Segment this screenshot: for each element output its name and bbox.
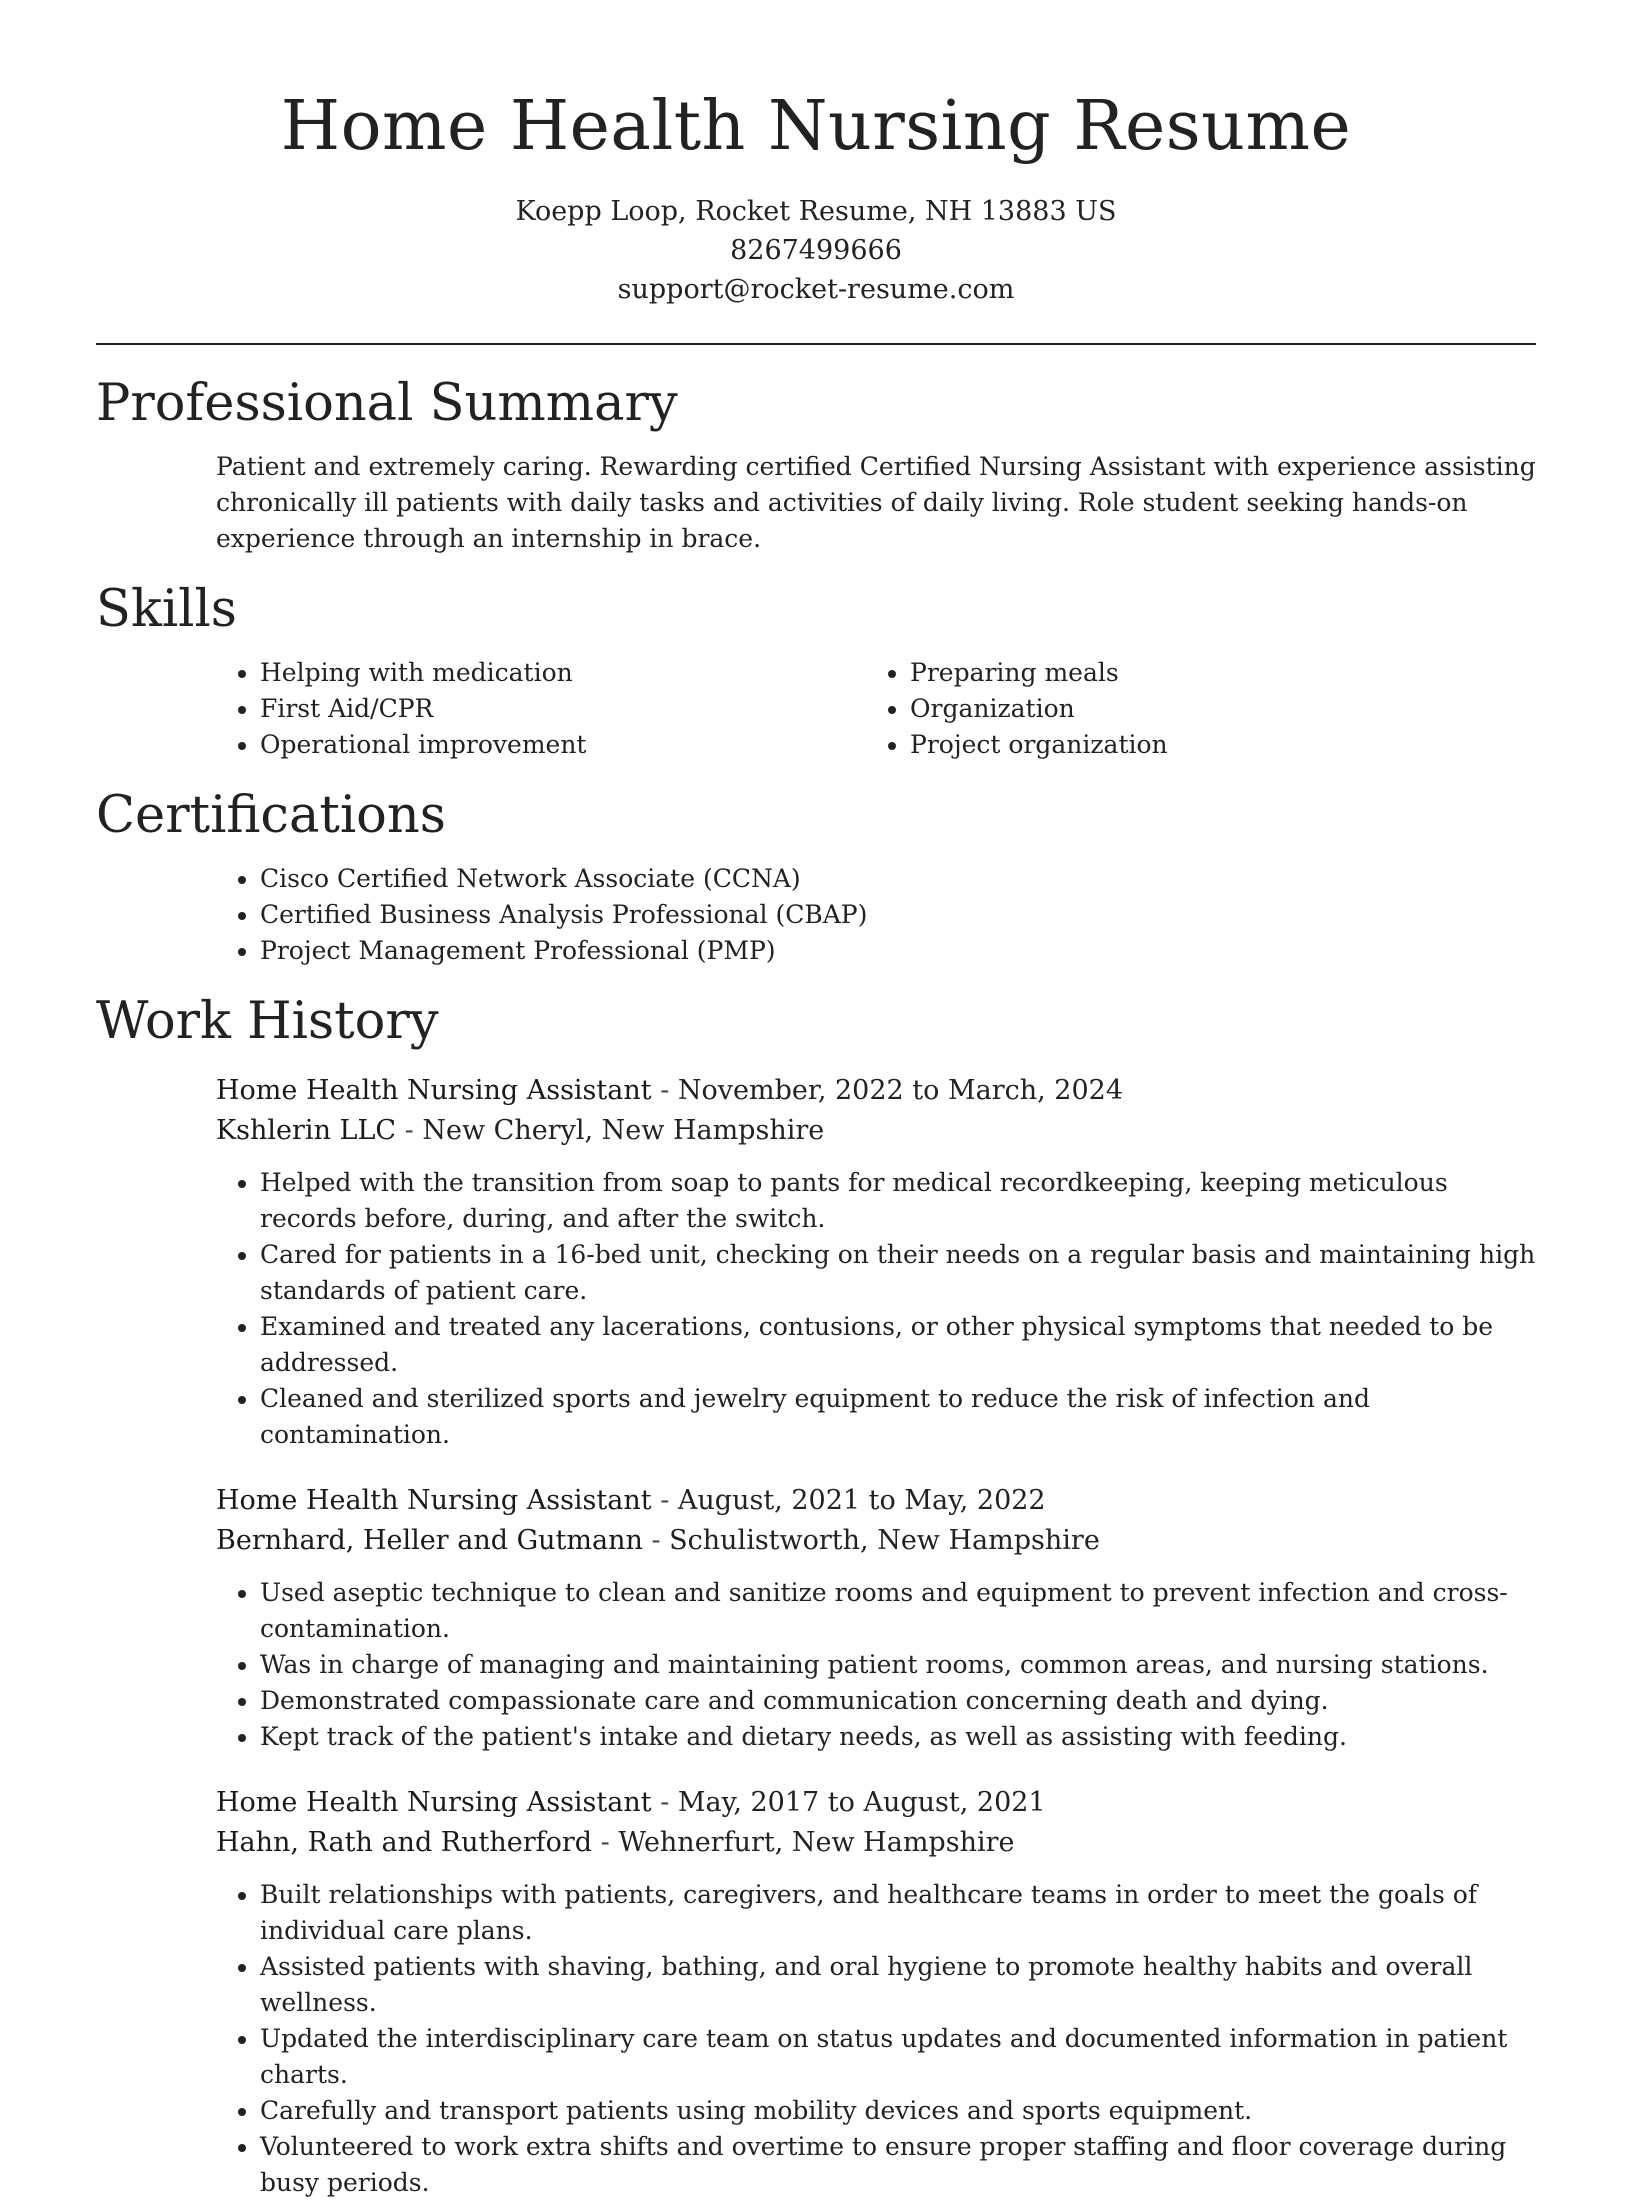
skill-item: • Operational improvement — [260, 727, 866, 763]
job-bullet: • Built relationships with patients, caregivers, and healthcare teams in order to meet the goals of individual care plans. — [260, 1877, 1536, 1949]
certifications-title: Certifications — [96, 786, 446, 845]
job-bullet: • Demonstrated compassionate care and communication concerning death and dying. — [260, 1683, 1536, 1719]
certifications-list — [216, 861, 1536, 969]
job-dates: November, 2022 to March, 2024 — [677, 1075, 1124, 1106]
job-bullet: • Was in charge of managing and maintaining patient rooms, common areas, and nursing stations. — [260, 1647, 1536, 1683]
skill-item: • Preparing meals — [910, 655, 1516, 691]
skills-column-left — [216, 655, 866, 763]
job-bullet: • Volunteered to work extra shifts and overtime to ensure proper staffing and floor coverage during busy periods. — [260, 2129, 1536, 2201]
job-company-line — [216, 1111, 1536, 1151]
job-location: New Cheryl, New Hampshire — [422, 1115, 825, 1146]
job-location: Wehnerfurt, New Hampshire — [618, 1827, 1015, 1858]
skills-list-right — [866, 655, 1516, 763]
summary-title: Professional Summary — [96, 374, 678, 433]
job-location: Schulistworth, New Hampshire — [669, 1525, 1100, 1556]
job-separator: - — [592, 1827, 619, 1858]
job-company: Kshlerin LLC — [216, 1115, 397, 1146]
contact-phone: 8267499666 — [730, 235, 902, 266]
skill-item: • Helping with medication — [260, 655, 866, 691]
job-title-line — [216, 1783, 1536, 1823]
job-bullet: • Examined and treated any lacerations, contusions, or other physical symptoms that needed to be addressed. — [260, 1309, 1536, 1381]
job-bullet: • Cleaned and sterilized sports and jewelry equipment to reduce the risk of infection and contamination. — [260, 1381, 1536, 1453]
skills-list-left — [216, 655, 866, 763]
resume-header — [96, 0, 1536, 309]
job-separator: - — [396, 1115, 423, 1146]
resume-name: Home Health Nursing Resume — [280, 87, 1352, 166]
job-separator: - — [642, 1525, 670, 1556]
job-bullets — [216, 1165, 1536, 1453]
job-bullet: • Kept track of the patient's intake and dietary needs, as well as assisting with feeding. — [260, 1719, 1536, 1755]
skills-column-right — [866, 655, 1516, 763]
certifications-section — [96, 785, 1536, 969]
job-separator: - — [651, 1075, 678, 1106]
job-role: Home Health Nursing Assistant — [216, 1787, 652, 1818]
skill-item: • Project organization — [910, 727, 1516, 763]
job-separator: - — [651, 1787, 678, 1818]
job-title-line — [216, 1481, 1536, 1521]
job-company: Bernhard, Heller and Gutmann — [216, 1525, 643, 1556]
skills-title: Skills — [96, 580, 237, 639]
job-bullet: • Helped with the transition from soap to pants for medical recordkeeping, keeping meticulous records before, during, and after the switch. — [260, 1165, 1536, 1237]
certification-item: • Project Management Professional (PMP) — [260, 933, 1536, 969]
contact-email: support@rocket-resume.com — [617, 274, 1015, 305]
header-divider — [96, 343, 1536, 345]
job-entry — [216, 1783, 1536, 2201]
skill-item: • First Aid/CPR — [260, 691, 866, 727]
summary-text: Patient and extremely caring. Rewarding certified Certified Nursing Assistant with experience assisting chronically ill patients with daily tasks and activities of daily living. Role student seeking hands-on experience through an internship in brace. — [216, 452, 1536, 553]
work-history-title: Work History — [96, 992, 439, 1051]
summary-section — [96, 373, 1536, 557]
certification-item: • Cisco Certified Network Associate (CCNA) — [260, 861, 1536, 897]
job-bullet: • Carefully and transport patients using mobility devices and sports equipment. — [260, 2093, 1536, 2129]
job-bullet: • Cared for patients in a 16-bed unit, checking on their needs on a regular basis and maintaining high standards of patient care. — [260, 1237, 1536, 1309]
resume-page — [96, 0, 1536, 2201]
job-entry — [216, 1071, 1536, 1453]
job-bullets — [216, 1575, 1536, 1755]
job-role: Home Health Nursing Assistant — [216, 1485, 652, 1516]
contact-address: Koepp Loop, Rocket Resume, NH 13883 US — [515, 196, 1117, 227]
job-bullets — [216, 1877, 1536, 2201]
job-bullet: • Used aseptic technique to clean and sanitize rooms and equipment to prevent infection and cross-contamination. — [260, 1575, 1536, 1647]
job-entry — [216, 1481, 1536, 1755]
skill-item: • Organization — [910, 691, 1516, 727]
work-history-section — [96, 991, 1536, 2201]
job-company: Hahn, Rath and Rutherford — [216, 1827, 593, 1858]
certification-item: • Certified Business Analysis Professional (CBAP) — [260, 897, 1536, 933]
job-bullet: • Updated the interdisciplinary care team on status updates and documented information in patient charts. — [260, 2021, 1536, 2093]
contact-block — [96, 192, 1536, 309]
job-company-line — [216, 1823, 1536, 1863]
job-separator: - — [651, 1485, 678, 1516]
job-title-line — [216, 1071, 1536, 1111]
job-dates: May, 2017 to August, 2021 — [677, 1787, 1046, 1818]
job-role: Home Health Nursing Assistant — [216, 1075, 652, 1106]
job-dates: August, 2021 to May, 2022 — [677, 1485, 1046, 1516]
job-bullet: • Assisted patients with shaving, bathing, and oral hygiene to promote healthy habits and overall wellness. — [260, 1949, 1536, 2021]
job-company-line — [216, 1521, 1536, 1561]
skills-grid — [216, 655, 1536, 763]
skills-section — [96, 579, 1536, 763]
